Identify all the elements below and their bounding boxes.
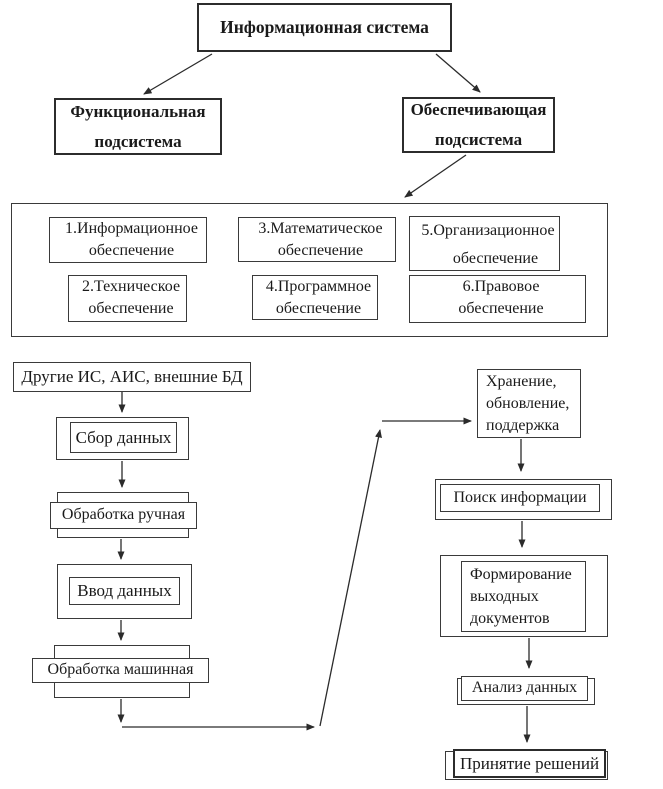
output-documents-inner-box bbox=[461, 561, 586, 632]
support-box-legal-line2: обеспечение bbox=[458, 300, 544, 317]
external-sources-box bbox=[13, 362, 251, 392]
support-box-technical-line1: 2.Техническое bbox=[81, 278, 181, 295]
supporting-subsystem-box bbox=[402, 97, 555, 153]
data-analysis-label: Анализ данных bbox=[471, 679, 578, 697]
support-box-organizational-line1: 5.Организационное bbox=[421, 222, 555, 239]
support-box-legal bbox=[409, 275, 586, 323]
support-box-information bbox=[49, 217, 207, 263]
supporting-subsystem-line2: подсистема bbox=[434, 130, 523, 149]
storage-box bbox=[477, 369, 581, 438]
decision-making-box bbox=[453, 749, 606, 778]
data-input-label: Ввод данных bbox=[77, 581, 172, 601]
support-box-mathematical bbox=[238, 217, 396, 262]
support-box-legal-line1: 6.Правовое bbox=[462, 278, 540, 295]
data-collection-box bbox=[56, 417, 189, 460]
support-box-information-line1: 1.Информационное bbox=[65, 220, 198, 237]
functional-subsystem-box bbox=[54, 98, 222, 155]
arrow-title-to-supporting bbox=[436, 54, 480, 92]
information-system-box bbox=[197, 3, 452, 52]
output-documents-line1: Формирование bbox=[470, 565, 572, 583]
storage-line2: обновление, bbox=[486, 394, 570, 412]
support-box-organizational bbox=[409, 216, 560, 271]
data-collection-inner-box bbox=[70, 422, 177, 453]
output-documents-line3: документов bbox=[470, 609, 550, 627]
support-box-mathematical-line1: 3.Математическое bbox=[258, 220, 383, 237]
data-input-inner-box bbox=[69, 577, 180, 605]
functional-subsystem-line2: подсистема bbox=[94, 131, 182, 151]
arrow-diagonal-up bbox=[320, 430, 380, 726]
functional-subsystem-line1: Функциональная bbox=[70, 101, 206, 121]
information-search-box bbox=[435, 479, 612, 520]
output-documents-box bbox=[440, 555, 608, 637]
decision-making-label: Принятие решений bbox=[459, 753, 600, 773]
information-system-label: Информационная система bbox=[220, 17, 429, 38]
information-search-label: Поиск информации bbox=[453, 488, 587, 506]
data-input-box bbox=[57, 564, 192, 619]
support-box-software-line2: обеспечение bbox=[275, 300, 362, 317]
output-documents-line2: выходных bbox=[470, 587, 539, 605]
support-box-software bbox=[252, 275, 378, 320]
machine-processing-label: Обработка машинная bbox=[47, 661, 194, 679]
arrow-supporting-to-types bbox=[405, 155, 466, 197]
manual-processing-box bbox=[50, 502, 197, 529]
information-search-inner-box bbox=[440, 484, 600, 512]
data-analysis-box bbox=[461, 676, 588, 701]
support-box-software-line1: 4.Программное bbox=[265, 278, 372, 295]
data-collection-label: Сбор данных bbox=[75, 427, 172, 447]
support-box-mathematical-line2: обеспечение bbox=[277, 242, 364, 259]
support-box-technical-line2: обеспечение bbox=[88, 300, 174, 317]
support-box-information-line2: обеспечение bbox=[88, 242, 175, 259]
support-box-organizational-line2: обеспечение bbox=[452, 250, 539, 267]
external-sources-label: Другие ИС, АИС, внешние БД bbox=[21, 367, 243, 387]
supporting-subsystem-line1: Обеспечивающая bbox=[410, 100, 547, 119]
support-box-technical bbox=[68, 275, 187, 322]
storage-line3: поддержка bbox=[486, 416, 560, 434]
machine-processing-box bbox=[32, 658, 209, 683]
manual-processing-label: Обработка ручная bbox=[61, 506, 186, 524]
arrow-title-to-functional bbox=[144, 54, 212, 94]
storage-line1: Хранение, bbox=[486, 372, 557, 390]
